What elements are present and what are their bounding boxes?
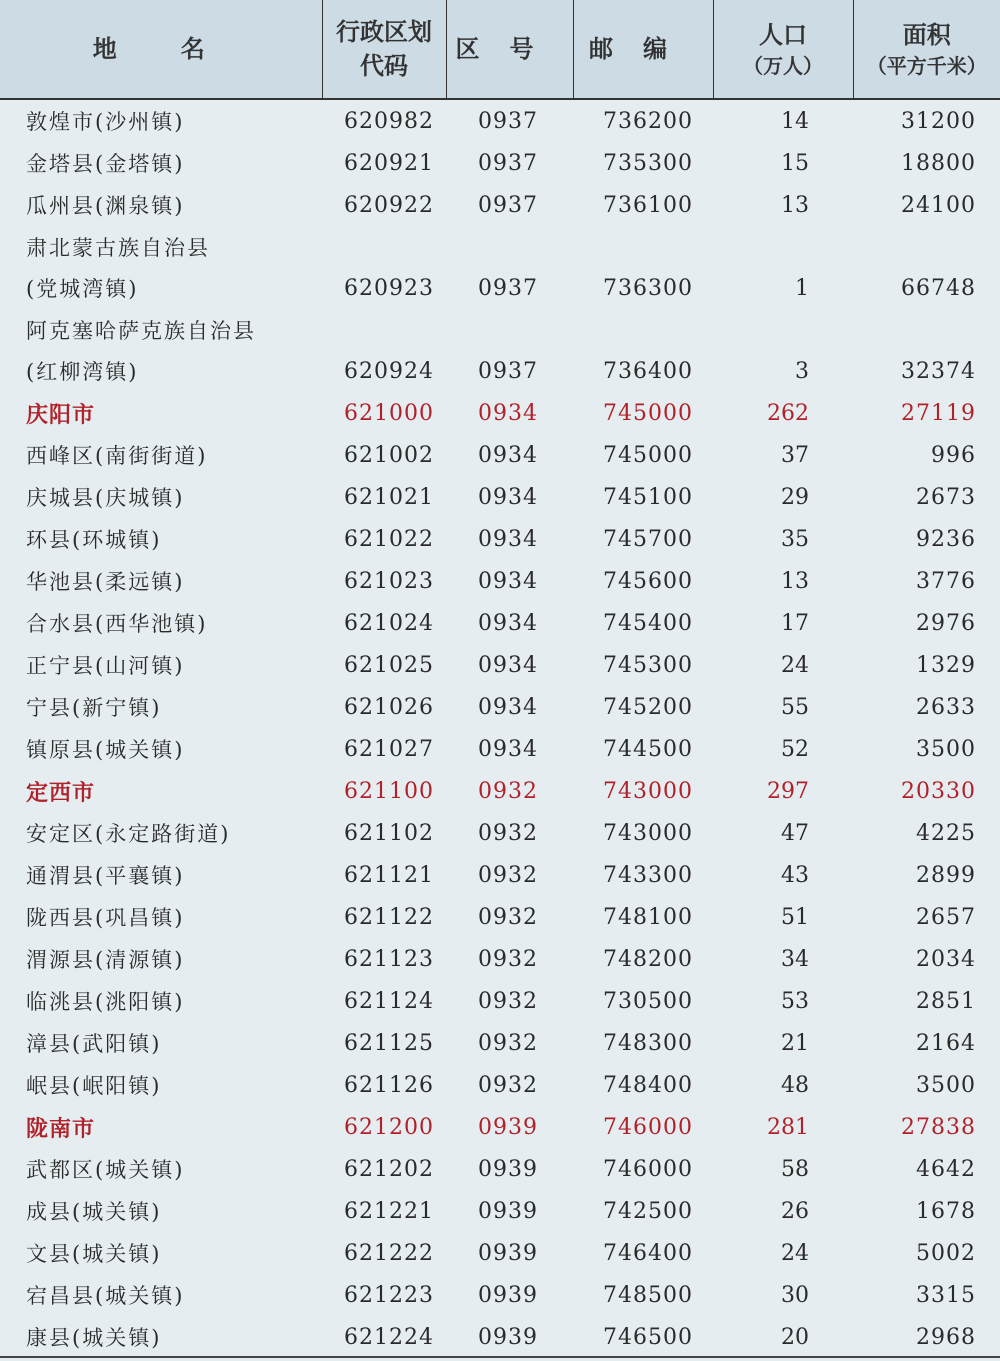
population: 53 [781,988,809,1014]
admin-code: 620921 [344,150,434,176]
admin-code: 621025 [344,652,434,678]
population: 48 [781,1072,809,1098]
population: 51 [781,904,809,930]
admin-code: 621027 [344,736,434,762]
population: 3 [795,358,809,384]
postcode: 748100 [603,904,693,930]
table-row [0,980,1000,1022]
area-size: 3315 [916,1282,976,1308]
admin-code: 621221 [344,1198,434,1224]
header-area-size: 面积 （平方千米） [853,0,1000,99]
postcode: 742500 [603,1198,693,1224]
area-size: 2673 [916,484,976,510]
postcode: 748400 [603,1072,693,1098]
area-code: 0934 [478,400,538,426]
place-name: 宁县(新宁镇) [26,696,162,720]
admin-code: 621102 [344,820,434,846]
area-size: 20330 [901,778,976,804]
place-name: 合水县(西华池镇) [26,612,208,636]
header-population: 人口 （万人） [713,0,853,99]
postcode: 745700 [603,526,693,552]
area-code: 0939 [478,1282,538,1308]
postcode: 746500 [603,1324,693,1350]
area-size: 27838 [901,1114,976,1140]
admin-code: 620922 [344,192,434,218]
place-name-line1: 肃北蒙古族自治县 [26,235,210,260]
population: 34 [781,946,809,972]
empty-cell [573,226,713,267]
city-row [0,770,1000,812]
area-code: 0932 [478,1030,538,1056]
postcode: 748200 [603,946,693,972]
population: 55 [781,694,809,720]
place-name: 安定区(永定路街道) [26,822,231,846]
population: 35 [781,526,809,552]
area-size: 66748 [901,275,976,301]
area-size: 27119 [901,400,976,426]
admin-code: 620924 [344,358,434,384]
admin-code: 621021 [344,484,434,510]
place-name: 庆阳市 [26,402,96,428]
admin-code: 621000 [344,400,434,426]
area-size: 2851 [916,988,976,1014]
table-row [0,896,1000,938]
population: 29 [781,484,809,510]
population: 20 [781,1324,809,1350]
empty-cell [713,226,853,267]
area-size: 3500 [916,1072,976,1098]
area-code: 0934 [478,694,538,720]
area-code: 0932 [478,904,538,930]
population: 1 [795,275,809,301]
area-code: 0932 [478,862,538,888]
area-code: 0934 [478,736,538,762]
place-name: 镇原县(城关镇) [26,738,185,762]
place-name: 康县(城关镇) [26,1326,162,1350]
area-size: 2164 [916,1030,976,1056]
table-row [0,728,1000,770]
empty-cell [322,226,446,267]
area-size: 2899 [916,862,976,888]
postcode: 748500 [603,1282,693,1308]
table-row [0,184,1000,226]
postcode: 745300 [603,652,693,678]
place-name: 华池县(柔远镇) [26,570,185,594]
population: 30 [781,1282,809,1308]
table-row [0,1232,1000,1274]
admin-code: 621100 [344,778,434,804]
table-row-name-continuation [0,226,1000,267]
table-row [0,1190,1000,1232]
table-row [0,518,1000,560]
area-code: 0939 [478,1198,538,1224]
postcode: 745400 [603,610,693,636]
population: 17 [781,610,809,636]
postcode: 736300 [603,275,693,301]
empty-cell [713,309,853,350]
place-name: 武都区(城关镇) [26,1158,185,1182]
table-header [0,0,1000,99]
place-name: (党城湾镇) [26,277,139,301]
area-size: 2657 [916,904,976,930]
area-size: 3500 [916,736,976,762]
population: 47 [781,820,809,846]
area-code: 0932 [478,1072,538,1098]
population: 43 [781,862,809,888]
population: 24 [781,652,809,678]
admin-code: 621224 [344,1324,434,1350]
population: 52 [781,736,809,762]
area-code: 0932 [478,946,538,972]
place-name: 文县(城关镇) [26,1242,162,1266]
place-name: 敦煌市(沙州镇) [26,110,185,134]
postcode: 743000 [603,778,693,804]
header-name: 地名 [0,0,322,99]
header-admin-code: 行政区划 代码 [322,0,446,99]
table-row [0,686,1000,728]
postcode: 743000 [603,820,693,846]
area-size: 1329 [916,652,976,678]
empty-cell [322,309,446,350]
area-code: 0939 [478,1114,538,1140]
population: 13 [781,568,809,594]
population: 24 [781,1240,809,1266]
place-name: 临洮县(洮阳镇) [26,990,185,1014]
area-size: 24100 [901,192,976,218]
empty-cell [853,226,1000,267]
empty-cell [853,309,1000,350]
postcode: 744500 [603,736,693,762]
admin-code: 621022 [344,526,434,552]
area-code: 0934 [478,568,538,594]
table-row [0,99,1000,142]
table-row [0,938,1000,980]
area-size: 2633 [916,694,976,720]
area-code: 0939 [478,1240,538,1266]
postcode: 730500 [603,988,693,1014]
area-code: 0937 [478,150,538,176]
population: 14 [781,108,809,134]
bottom-rule [0,1356,1000,1358]
place-name-line1: 阿克塞哈萨克族自治县 [26,318,256,343]
postcode: 736100 [603,192,693,218]
table-row [0,476,1000,518]
table-row [0,1316,1000,1358]
area-size: 9236 [916,526,976,552]
admin-code: 621002 [344,442,434,468]
place-name: 陇南市 [26,1116,96,1142]
city-row [0,392,1000,434]
table-row [0,142,1000,184]
place-name: 庆城县(庆城镇) [26,486,185,510]
postcode: 743300 [603,862,693,888]
postcode: 745000 [603,400,693,426]
area-code: 0937 [478,108,538,134]
postcode: 746000 [603,1156,693,1182]
area-size: 3776 [916,568,976,594]
postcode: 745200 [603,694,693,720]
admin-code: 621023 [344,568,434,594]
population: 37 [781,442,809,468]
population: 281 [767,1114,809,1140]
area-code: 0932 [478,988,538,1014]
table-row-name-continuation [0,309,1000,350]
admin-code: 621126 [344,1072,434,1098]
area-code: 0939 [478,1156,538,1182]
table-row [0,560,1000,602]
area-code: 0937 [478,358,538,384]
area-code: 0937 [478,275,538,301]
place-name: 通渭县(平襄镇) [26,864,185,888]
table-row [0,1022,1000,1064]
admin-code: 621122 [344,904,434,930]
admin-code: 621024 [344,610,434,636]
area-size: 1678 [916,1198,976,1224]
place-name: 瓜州县(渊泉镇) [26,194,185,218]
population: 262 [767,400,809,426]
postcode: 745000 [603,442,693,468]
table-row [0,267,1000,309]
admin-code: 621124 [344,988,434,1014]
place-name: 成县(城关镇) [26,1200,162,1224]
area-code: 0934 [478,610,538,636]
table-row [0,812,1000,854]
table-row [0,1064,1000,1106]
area-code: 0932 [478,820,538,846]
empty-cell [446,226,573,267]
admin-code: 620923 [344,275,434,301]
postcode: 735300 [603,150,693,176]
area-size: 18800 [901,150,976,176]
place-name: 定西市 [26,780,96,806]
place-name: 漳县(武阳镇) [26,1032,162,1056]
area-size: 2976 [916,610,976,636]
admin-code: 621123 [344,946,434,972]
postcode: 748300 [603,1030,693,1056]
area-code: 0932 [478,778,538,804]
area-size: 5002 [916,1240,976,1266]
area-size: 2968 [916,1324,976,1350]
place-name: 陇西县(巩昌镇) [26,906,185,930]
area-size: 31200 [901,108,976,134]
place-name: 正宁县(山河镇) [26,654,185,678]
empty-cell [446,309,573,350]
population: 297 [767,778,809,804]
population: 15 [781,150,809,176]
admin-code: 621223 [344,1282,434,1308]
place-name: 环县(环城镇) [26,528,162,552]
admin-code: 620982 [344,108,434,134]
postcode: 746400 [603,1240,693,1266]
postcode: 736400 [603,358,693,384]
population: 21 [781,1030,809,1056]
header-postcode: 邮编 [573,0,713,99]
place-name: 西峰区(南街街道) [26,444,208,468]
admin-code: 621202 [344,1156,434,1182]
population: 58 [781,1156,809,1182]
table-body [0,99,1000,1358]
admin-code: 621222 [344,1240,434,1266]
admin-code: 621200 [344,1114,434,1140]
area-code: 0939 [478,1324,538,1350]
table-row [0,1148,1000,1190]
population: 26 [781,1198,809,1224]
area-size: 4642 [916,1156,976,1182]
table-row [0,644,1000,686]
postcode: 736200 [603,108,693,134]
area-size: 4225 [916,820,976,846]
area-code: 0934 [478,484,538,510]
admin-code: 621121 [344,862,434,888]
area-code: 0937 [478,192,538,218]
postcode: 745600 [603,568,693,594]
postcode: 745100 [603,484,693,510]
postcode: 746000 [603,1114,693,1140]
place-name: 宕昌县(城关镇) [26,1284,185,1308]
table-row [0,854,1000,896]
empty-cell [573,309,713,350]
table-row [0,434,1000,476]
table-row [0,602,1000,644]
area-code: 0934 [478,526,538,552]
population: 13 [781,192,809,218]
area-size: 32374 [901,358,976,384]
admin-code: 621125 [344,1030,434,1056]
area-code: 0934 [478,442,538,468]
city-row [0,1106,1000,1148]
place-name: (红柳湾镇) [26,360,139,384]
place-name: 渭源县(清源镇) [26,948,185,972]
area-size: 2034 [916,946,976,972]
place-name: 金塔县(金塔镇) [26,152,185,176]
area-size: 996 [931,442,976,468]
table-row [0,1274,1000,1316]
area-code: 0934 [478,652,538,678]
table-row [0,350,1000,392]
header-area-code: 区号 [446,0,573,99]
admin-code: 621026 [344,694,434,720]
place-name: 岷县(岷阳镇) [26,1074,162,1098]
